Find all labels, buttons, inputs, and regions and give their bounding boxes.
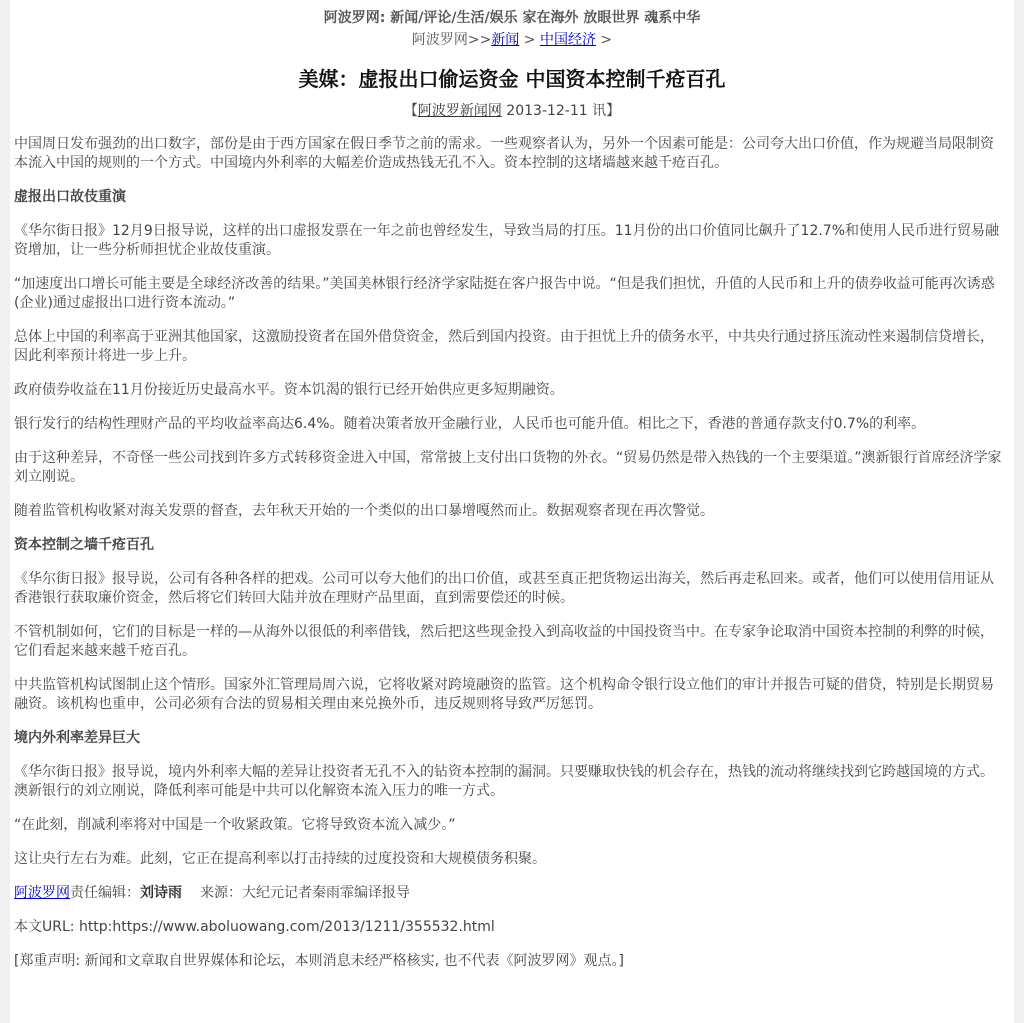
byline-source-link[interactable]: 阿波罗新闻网 xyxy=(417,103,502,119)
disclaimer: [郑重声明: 新闻和文章取自世界媒体和论坛，本则消息未经严格核实, 也不代表《阿波罗网》观点。] xyxy=(14,953,624,969)
breadcrumb xyxy=(10,30,1014,50)
article-paragraph: 《华尔街日报》12月9日报导说，这样的出口虚报发票在一年之前也曾经发生，导致当局的打压。11月份的出口价值同比飙升了12.7%和使用人民币进行贸易融资增加，让一些分析师担忧企业故伎重演。 xyxy=(14,223,1000,258)
site-header: 阿波罗网: 新闻/评论/生活/娱乐 家在海外 放眼世界 魂系中华 xyxy=(323,10,701,26)
editor-label: 责任编辑： xyxy=(70,885,140,901)
page xyxy=(10,0,1014,1023)
breadcrumb-root: 阿波罗网>> xyxy=(411,32,492,48)
article-paragraph: “加速度出口增长可能主要是全球经济改善的结果。”美国美林银行经济学家陆挺在客户报告中说。“但是我们担忧，升值的人民币和上升的债券收益可能再次诱惑(企业)通过虚报出口进行资本流动。” xyxy=(14,276,995,311)
article-source: 来源：大纪元记者秦雨霏编译报导 xyxy=(200,885,410,901)
article-paragraph: 不管机制如何，它们的目标是一样的—从海外以很低的利率借钱，然后把这些现金投入到高收益的中国投资当中。在专家争论取消中国资本控制的利弊的时候，它们看起来越来越千疮百孔。 xyxy=(14,624,994,659)
article-paragraph: 随着监管机构收紧对海关发票的督查，去年秋天开始的一个类似的出口暴增嘎然而止。数据观察者现在再次警觉。 xyxy=(14,503,714,519)
article-body xyxy=(10,135,1014,971)
article-paragraph: 中国周日发布强劲的出口数字，部份是由于西方国家在假日季节之前的需求。一些观察者认为，另外一个因素可能是：公司夸大出口价值，作为规避当局限制资本流入中国的规则的一个方式。中国境内外利率的大幅差价造成热钱无孔不入。资本控制的这堵墙越来越千疮百孔。 xyxy=(14,136,994,171)
byline-open: 【 xyxy=(403,103,418,119)
editor-line xyxy=(14,884,1006,903)
site-home-link[interactable]: 阿波罗网 xyxy=(14,885,70,901)
breadcrumb-link-china-economy[interactable]: 中国经济 xyxy=(539,32,596,48)
article-title: 美媒：虚报出口偷运资金 中国资本控制千疮百孔 xyxy=(298,67,726,91)
article-paragraph: 总体上中国的利率高于亚洲其他国家，这激励投资者在国外借贷资金，然后到国内投资。由于担忧上升的债务水平，中共央行通过挤压流动性来遏制信贷增长，因此利率预计将进一步上升。 xyxy=(14,329,994,364)
section-heading: 虚报出口故伎重演 xyxy=(14,189,126,205)
article-url: 本文URL: http:https://www.aboluowang.com/2013/1211/355532.html xyxy=(14,919,495,935)
section-heading: 资本控制之墙千疮百孔 xyxy=(14,537,154,553)
article-byline xyxy=(10,101,1014,121)
article-paragraph: “在此刻，削减利率将对中国是一个收紧政策。它将导致资本流入减少。” xyxy=(14,817,456,833)
article-paragraph: 《华尔街日报》报导说，境内外利率大幅的差异让投资者无孔不入的钻资本控制的漏洞。只要赚取快钱的机会存在，热钱的流动将继续找到它跨越国境的方式。澳新银行的刘立刚说，降低利率可能是中共可以化解资本流入压力的唯一方式。 xyxy=(14,764,994,799)
article-paragraph: 由于这种差异，不奇怪一些公司找到许多方式转移资金进入中国，常常披上支付出口货物的外衣。“贸易仍然是带入热钱的一个主要渠道。”澳新银行首席经济学家刘立刚说。 xyxy=(14,450,1002,485)
article-paragraph: 中共监管机构试图制止这个情形。国家外汇管理局周六说，它将收紧对跨境融资的监管。这个机构命令银行设立他们的审计并报告可疑的借贷，特别是长期贸易融资。该机构也重申，公司必须有合法的贸易相关理由来兑换外币，违反规则将导致严厉惩罚。 xyxy=(14,677,994,712)
byline-date: 2013-12-11 讯】 xyxy=(501,103,621,119)
article-paragraph: 这让央行左右为难。此刻，它正在提高利率以打击持续的过度投资和大规模债务积聚。 xyxy=(14,851,546,867)
article-paragraph: 政府债券收益在11月份接近历史最高水平。资本饥渴的银行已经开始供应更多短期融资。 xyxy=(14,382,564,398)
editor-name: 刘诗雨 xyxy=(140,885,182,901)
breadcrumb-separator: > xyxy=(519,32,540,48)
breadcrumb-separator-end: > xyxy=(595,32,613,48)
article-paragraph: 银行发行的结构性理财产品的平均收益率高达6.4%。随着决策者放开金融行业，人民币也可能升值。相比之下，香港的普通存款支付0.7%的利率。 xyxy=(14,416,926,432)
breadcrumb-link-news[interactable]: 新闻 xyxy=(491,32,520,48)
article-paragraph: 《华尔街日报》报导说，公司有各种各样的把戏。公司可以夸大他们的出口价值，或甚至真正把货物运出海关，然后再走私回来。或者，他们可以使用信用证从香港银行获取廉价资金，然后将它们转回大陆并放在理财产品里面，直到需要偿还的时候。 xyxy=(14,571,994,606)
section-heading: 境内外利率差异巨大 xyxy=(14,730,140,746)
